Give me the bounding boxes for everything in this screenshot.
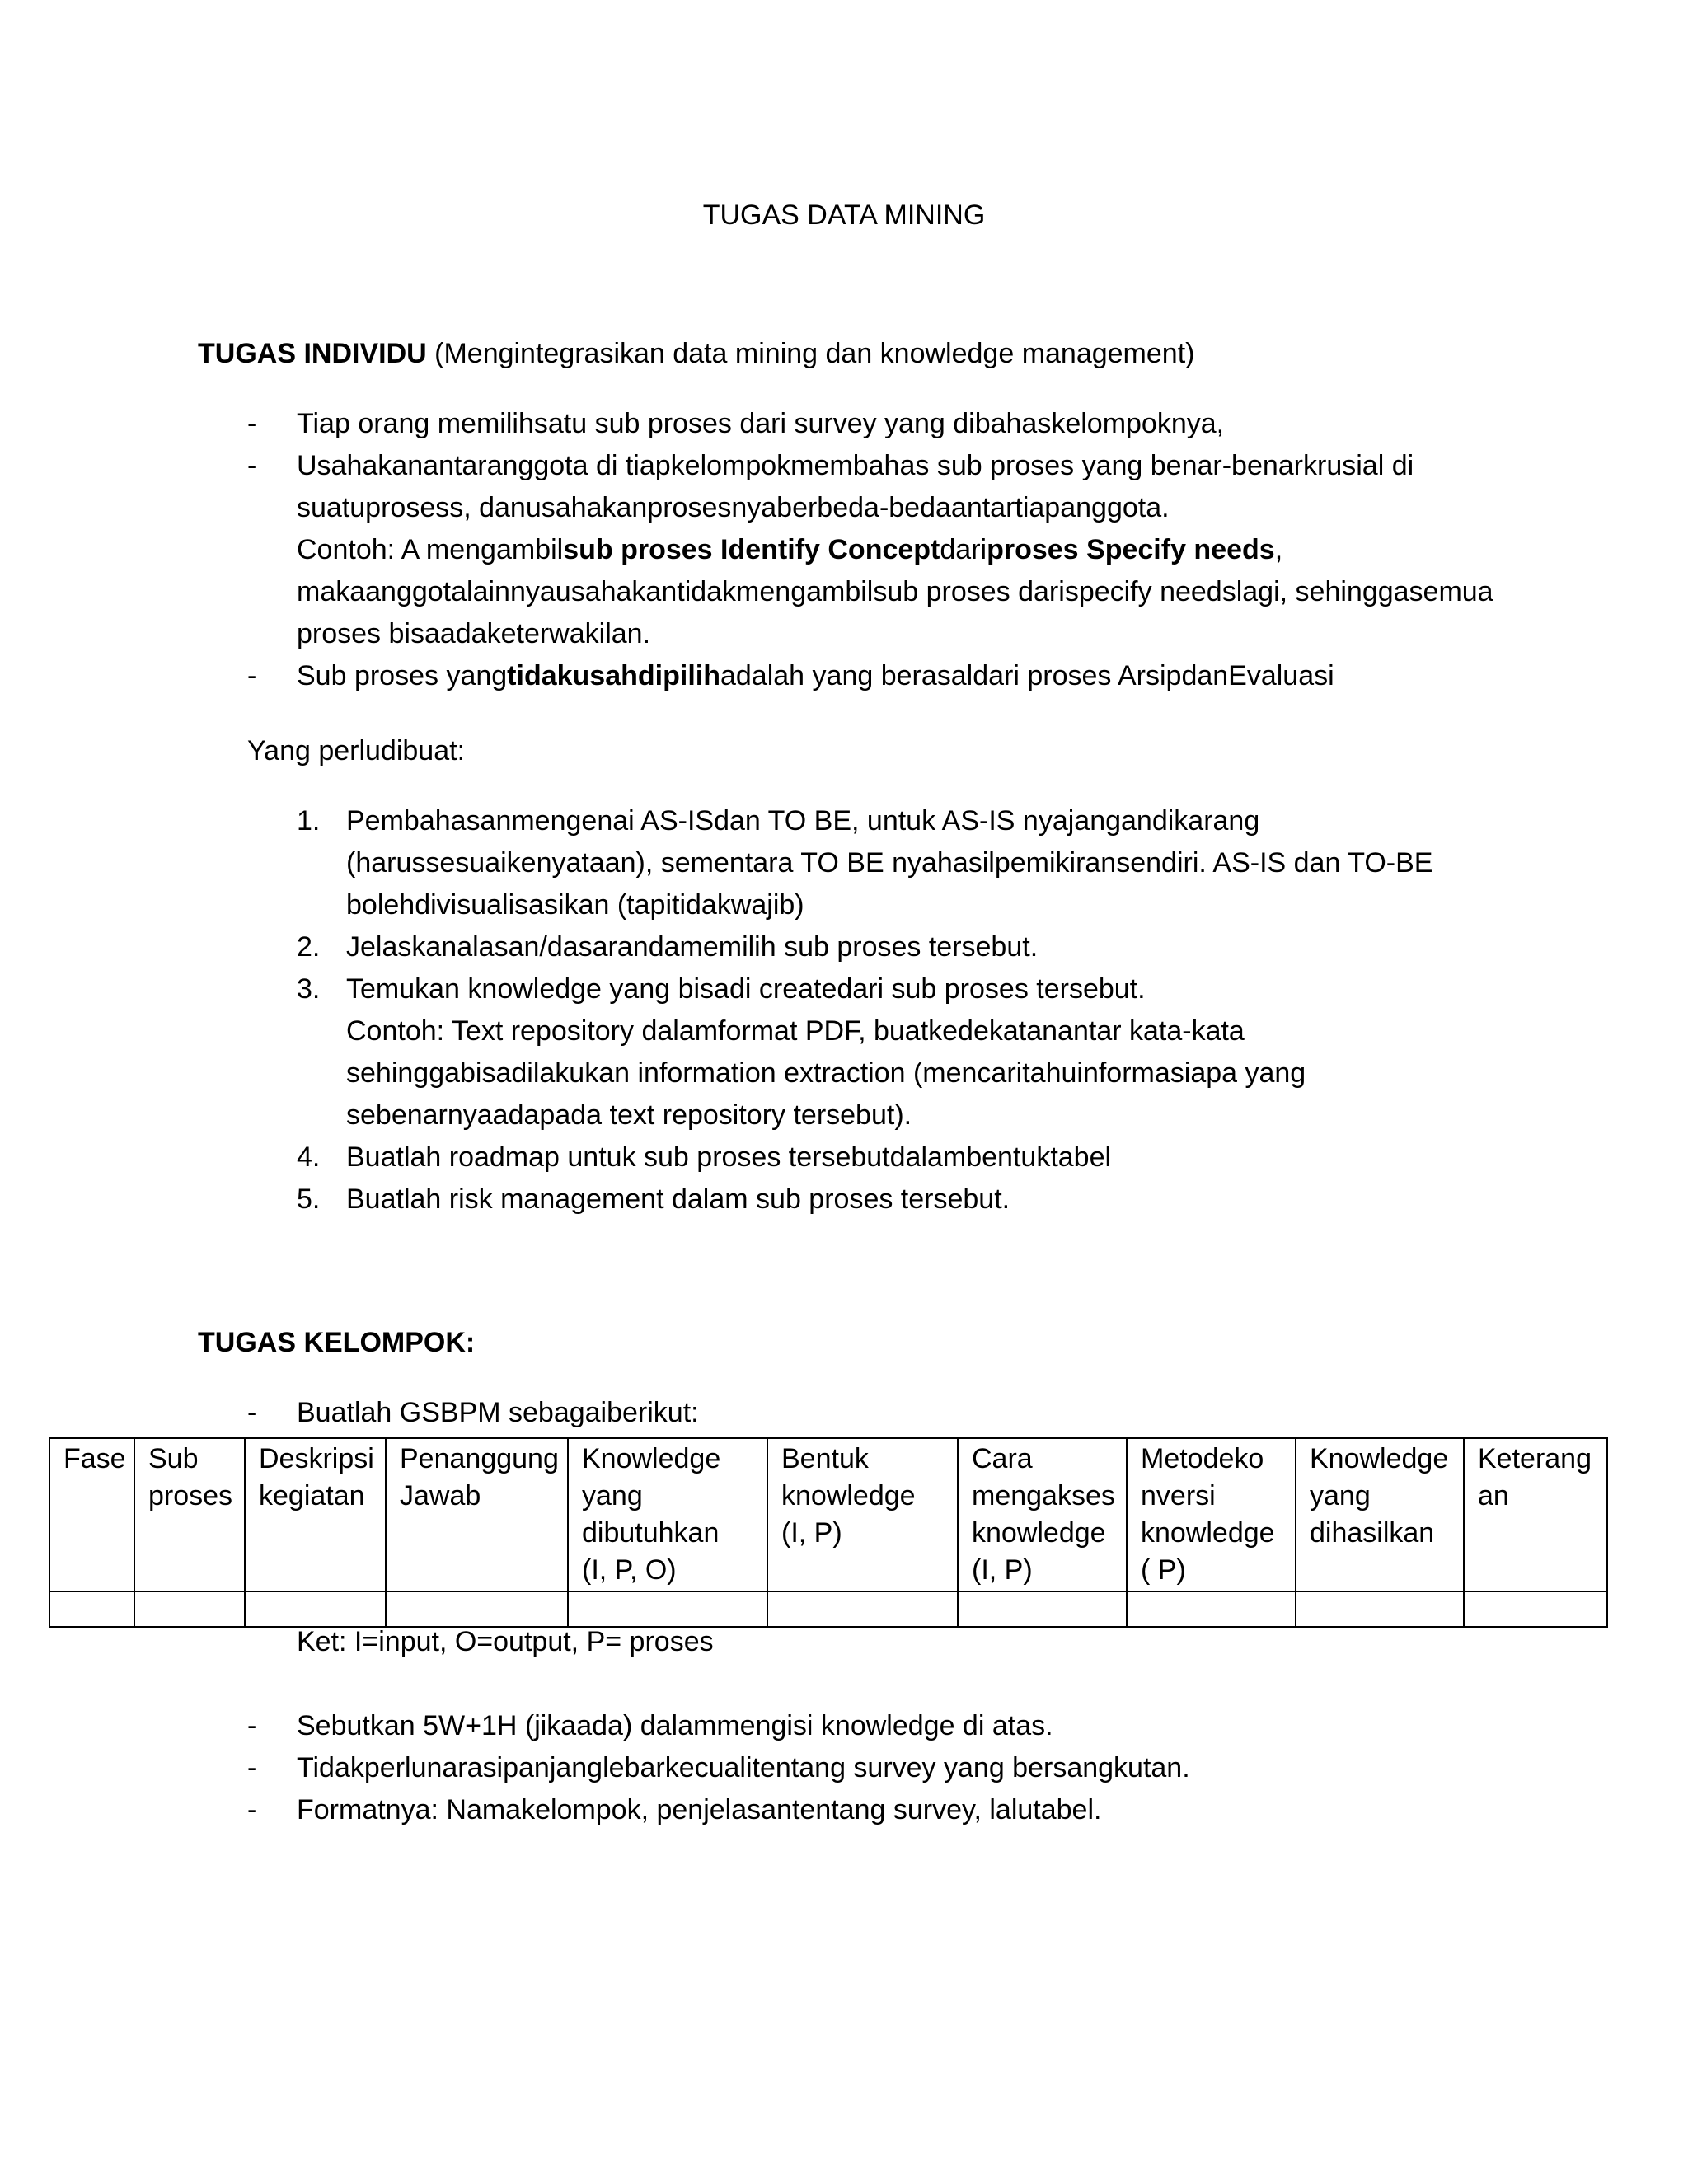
todo-item-4: 4. Buatlah roadmap untuk sub proses tersebutdalambentuktabel	[297, 1137, 1533, 1179]
table-cell	[49, 1591, 134, 1627]
table-cell	[1296, 1591, 1464, 1627]
individu-bullet-2	[247, 445, 1533, 655]
table-header-row	[49, 1438, 1607, 1591]
col-header-metode-konversi: Metodeko nversi knowledge ( P)	[1127, 1438, 1296, 1591]
todo-label: Yang perludibuat:	[247, 735, 466, 766]
kelompok-gsbpm-bullet	[247, 1392, 1533, 1434]
table-row	[49, 1591, 1607, 1627]
gsbpm-bullet: - Buatlah GSBPM sebagaiberikut:	[247, 1392, 1533, 1434]
gsbpm-table	[49, 1437, 1608, 1628]
table-cell	[958, 1591, 1127, 1627]
table-cell	[134, 1591, 245, 1627]
kelompok-heading: TUGAS KELOMPOK:	[198, 1327, 476, 1358]
todo-item-2: 2. Jelaskanalasan/dasarandamemilih sub proses tersebut.	[297, 926, 1533, 968]
col-header-bentuk-knowledge: Bentuk knowledge (I, P)	[767, 1438, 958, 1591]
individu-bullet-3: - Sub proses yangtidakusahdipilihadalah yang berasaldari proses ArsipdanEvaluasi	[247, 655, 1533, 697]
individu-heading	[198, 333, 1194, 375]
col-header-knowledge-dihasilkan: Knowledge yang dihasilkan	[1296, 1438, 1464, 1591]
page-title: TUGAS DATA MINING	[702, 199, 986, 231]
todo-item-3: 3. Temukan knowledge yang bisadi createdari sub proses tersebut. Contoh: Text repository dalamformat PDF, buatkedekatanantar kata-kata sehinggabisadilakukan information extraction (mencaritahuinformasiapa yang sebenarnyaadapada text repository tersebut).	[297, 968, 1533, 1137]
todo-item-number: 5.	[297, 1183, 321, 1215]
todo-item-5: 5. Buatlah risk management dalam sub proses tersebut.	[297, 1179, 1533, 1221]
kelompok-bullet-2: - Tidakperlunarasipanjanglebarkecualitentang survey yang bersangkutan.	[247, 1747, 1533, 1789]
table-cell	[767, 1591, 958, 1627]
individu-bullet-list	[247, 403, 1533, 697]
bullet-2-example: Contoh: A mengambilsub proses Identify Conceptdariproses Specify needs,	[297, 534, 1283, 565]
todo-item-number: 3.	[297, 973, 321, 1005]
col-header-knowledge-dibutuhkan: Knowledge yang dibutuhkan (I, P, O)	[568, 1438, 767, 1591]
col-header-penanggung-jawab: Penanggung Jawab	[386, 1438, 568, 1591]
bullet-2-line-1: - Usahakanantaranggota di tiapkelompokmembahas sub proses yang benar-benarkrusial di	[297, 450, 1414, 481]
col-header-sub-proses: Sub proses	[134, 1438, 245, 1591]
individu-heading-rest: (Mengintegrasikan data mining dan knowledge management)	[426, 338, 1195, 369]
table-legend: Ket: I=input, O=output, P= proses	[297, 1626, 714, 1657]
individu-heading-bold: TUGAS INDIVIDU	[198, 338, 427, 369]
todo-item-number: 2.	[297, 931, 321, 963]
kelompok-bullet-1: - Sebutkan 5W+1H (jikaada) dalammengisi knowledge di atas.	[247, 1705, 1533, 1747]
bullet-2-line-5: proses bisaadaketerwakilan.	[297, 618, 651, 649]
table-cell	[1464, 1591, 1607, 1627]
kelompok-bullet-3: - Formatnya: Namakelompok, penjelasantentang survey, lalutabel.	[247, 1789, 1533, 1831]
col-header-keterangan: Keterang an	[1464, 1438, 1607, 1591]
todo-numbered-list	[297, 800, 1533, 1221]
bullet-2-line-4: makaanggotalainnyausahakantidakmengambilsub proses darispecify needslagi, sehinggasemua	[297, 576, 1493, 607]
table-cell	[1127, 1591, 1296, 1627]
col-header-fase: Fase	[49, 1438, 134, 1591]
kelompok-bullet-list	[247, 1705, 1533, 1831]
todo-item-number: 4.	[297, 1141, 321, 1173]
col-header-deskripsi: Deskripsi kegiatan	[245, 1438, 386, 1591]
todo-item-1: 1. Pembahasanmengenai AS-ISdan TO BE, untuk AS-IS nyajangandikarang (harussesuaikenyataan), sementara TO BE nyahasilpemikiransendiri. AS-IS dan TO-BE bolehdivisualisasikan (tapitidakwajib)	[297, 800, 1533, 926]
todo-item-number: 1.	[297, 805, 321, 837]
col-header-cara-mengakses: Cara mengakses knowledge (I, P)	[958, 1438, 1127, 1591]
bullet-2-line-2: suatuprosess, danusahakanprosesnyaberbeda-bedaantartiapanggota.	[297, 492, 1170, 523]
individu-bullet-1: - Tiap orang memilihsatu sub proses dari survey yang dibahaskelompoknya,	[247, 403, 1533, 445]
